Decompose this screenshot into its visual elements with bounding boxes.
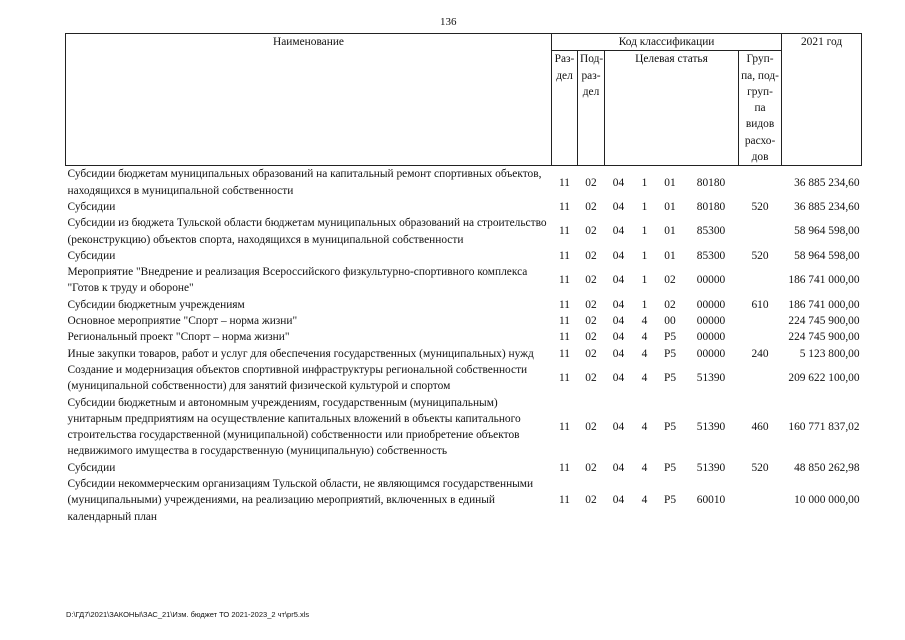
row-tsel-part4: 51390: [696, 420, 726, 433]
row-tsel-part3: 01: [664, 225, 676, 238]
row-tsel-part4: 80180: [696, 200, 726, 213]
row-tsel-part4: 85300: [696, 249, 726, 262]
row-tsel-part4: 51390: [696, 372, 726, 385]
row-podrazdel: 02: [585, 494, 597, 507]
row-tsel-part1: 04: [612, 298, 625, 311]
row-tsel-part3: 00: [664, 315, 676, 328]
row-name: Основное мероприятие "Спорт – норма жизни": [67, 315, 298, 328]
row-amount: 224 745 900,00: [788, 315, 860, 328]
row-tsel-part1: 04: [612, 274, 625, 287]
row-amount: 58 964 598,00: [794, 249, 860, 262]
header-tselevaya: Целевая статья: [605, 51, 739, 166]
row-name: Субсидии бюджетным и автономным учреждениям, государственным (муниципальным) унитарным предприятиям на осуществление капитальных вложений в объекты капитального строительства государственной (муниципальной) собственности или приобретение объектов недвижимого имущества в государственную (муниципальную) собственность: [67, 396, 521, 458]
row-amount: 36 885 234,60: [794, 176, 860, 189]
row-razdel: 11: [559, 372, 570, 385]
row-razdel: 11: [559, 274, 570, 287]
row-tsel-part3: 02: [664, 298, 676, 311]
row-amount: 224 745 900,00: [788, 331, 860, 344]
budget-table: [65, 33, 862, 525]
row-amount: 58 964 598,00: [794, 225, 860, 238]
row-tsel-part3: P5: [663, 420, 677, 433]
row-tsel-part1: 04: [612, 200, 625, 213]
row-tsel-part1: 04: [612, 372, 625, 385]
row-razdel: 11: [559, 315, 570, 328]
row-amount: 209 622 100,00: [788, 372, 860, 385]
row-tsel-part4: 00000: [696, 315, 726, 328]
row-podrazdel: 02: [585, 200, 597, 213]
row-tsel-part1: 04: [612, 331, 625, 344]
row-razdel: 11: [559, 331, 570, 344]
table-row: [66, 460, 862, 476]
row-tsel-part1: 04: [612, 461, 625, 474]
row-podrazdel: 02: [585, 274, 597, 287]
row-amount: 160 771 837,02: [788, 420, 860, 433]
row-podrazdel: 02: [585, 249, 597, 262]
row-grupa: [739, 476, 782, 525]
table-row: [66, 215, 862, 248]
row-name: Создание и модернизация объектов спортивной инфраструктуры региональной собственности (муниципальной собственности) для занятий физической культурой и спортом: [67, 363, 528, 393]
table-row: [66, 297, 862, 313]
row-tsel-part4: 00000: [696, 331, 726, 344]
row-razdel: 11: [559, 225, 570, 238]
row-name: Субсидии: [67, 200, 116, 213]
row-name: Региональный проект "Спорт – норма жизни": [67, 331, 290, 344]
row-tsel-part1: 04: [612, 249, 625, 262]
row-razdel: 11: [559, 200, 570, 213]
row-grupa: 520: [751, 200, 769, 213]
row-razdel: 11: [559, 176, 570, 189]
row-tsel-part4: 60010: [696, 494, 726, 507]
file-path-footer: D:\ГД7\2021\ЗАКОНЫ\ЗАС_21\Изм. бюджет ТО 2021-2023_2 чт\pr5.xls: [66, 610, 310, 619]
row-tsel-part2: 1: [641, 298, 648, 311]
row-grupa: 460: [751, 420, 769, 433]
row-podrazdel: 02: [585, 461, 597, 474]
row-name: Субсидии из бюджета Тульской области бюджетам муниципальных образований на строительство (реконструкцию) объектов спорта, находящихся в муниципальной собственности: [67, 217, 547, 246]
row-amount: 186 741 000,00: [788, 298, 860, 311]
table-row: [66, 346, 862, 362]
row-tsel-part3: P5: [663, 461, 677, 474]
page-number: 136: [440, 16, 457, 28]
row-tsel-part3: 01: [664, 200, 676, 213]
row-tsel-part1: 04: [612, 347, 625, 360]
row-name: Субсидии: [67, 249, 116, 262]
row-podrazdel: 02: [585, 347, 597, 360]
row-tsel-part4: 80180: [696, 176, 726, 189]
row-grupa: [739, 329, 782, 345]
row-tsel-part3: P5: [663, 331, 677, 344]
row-tsel-part2: 4: [641, 347, 648, 360]
table-row: [66, 166, 862, 199]
row-tsel-part1: 04: [612, 225, 625, 238]
row-name: Субсидии бюджетам муниципальных образований на капитальный ремонт спортивных объектов, находящихся в муниципальной собственности: [67, 168, 542, 197]
row-podrazdel: 02: [585, 315, 597, 328]
row-tsel-part2: 1: [641, 225, 648, 238]
row-razdel: 11: [559, 347, 570, 360]
row-amount: 48 850 262,98: [794, 461, 860, 474]
row-razdel: 11: [559, 298, 570, 311]
row-name: Субсидии бюджетным учреждениям: [67, 298, 245, 311]
header-name: Наименование: [66, 34, 552, 166]
row-tsel-part4: 51390: [696, 461, 726, 474]
row-tsel-part3: P5: [663, 347, 677, 360]
table-row: [66, 329, 862, 345]
header-grupa: Груп- па, под- груп- па видов расхо- дов: [739, 51, 782, 166]
row-tsel-part1: 04: [612, 420, 625, 433]
row-grupa: [739, 264, 782, 297]
row-tsel-part3: 01: [664, 249, 676, 262]
row-tsel-part2: 4: [641, 372, 648, 385]
header-code: Код классификации: [552, 34, 782, 51]
row-tsel-part4: 85300: [696, 225, 726, 238]
row-tsel-part3: 02: [664, 274, 676, 287]
table-body: [66, 166, 862, 525]
row-razdel: 11: [559, 420, 570, 433]
header-razdel: Раз- дел: [552, 51, 578, 166]
row-name: Субсидии: [67, 461, 116, 474]
row-tsel-part4: 00000: [696, 347, 726, 360]
row-amount: 186 741 000,00: [788, 274, 860, 287]
row-tsel-part4: 00000: [696, 274, 726, 287]
table-row: [66, 395, 862, 460]
row-tsel-part3: P5: [663, 494, 677, 507]
row-name: Мероприятие "Внедрение и реализация Всероссийского физкультурно-спортивного комплекса "Готов к труду и обороне": [67, 266, 528, 295]
row-podrazdel: 02: [585, 420, 597, 433]
row-grupa: [739, 362, 782, 395]
header-podrazdel: Под- раз- дел: [578, 51, 605, 166]
row-name: Иные закупки товаров, работ и услуг для обеспечения государственных (муниципальных) нужд: [67, 347, 534, 360]
row-tsel-part2: 4: [641, 331, 648, 344]
row-grupa: 240: [751, 347, 769, 360]
row-tsel-part2: 4: [641, 420, 648, 433]
row-amount: 10 000 000,00: [794, 494, 860, 507]
row-name: Субсидии некоммерческим организациям Тульской области, не являющимся государственными (муниципальными) учреждениями, на реализацию мероприятий, включенных в единый календарный план: [67, 478, 534, 523]
row-tsel-part2: 1: [641, 176, 648, 189]
row-grupa: [739, 313, 782, 329]
table-row: [66, 362, 862, 395]
table-row: [66, 248, 862, 264]
table-row: [66, 313, 862, 329]
row-grupa: 520: [751, 249, 769, 262]
row-podrazdel: 02: [585, 225, 597, 238]
row-podrazdel: 02: [585, 298, 597, 311]
row-tsel-part2: 1: [641, 249, 648, 262]
row-razdel: 11: [559, 461, 570, 474]
row-podrazdel: 02: [585, 331, 597, 344]
row-razdel: 11: [559, 494, 570, 507]
row-podrazdel: 02: [585, 176, 597, 189]
row-tsel-part2: 4: [641, 461, 648, 474]
row-tsel-part2: 4: [641, 494, 648, 507]
row-grupa: [739, 166, 782, 199]
row-tsel-part3: 01: [664, 176, 676, 189]
row-grupa: 520: [751, 461, 769, 474]
row-grupa: [739, 215, 782, 248]
row-amount: 5 123 800,00: [799, 347, 860, 360]
row-tsel-part1: 04: [612, 315, 625, 328]
table-row: [66, 264, 862, 297]
table-row: [66, 476, 862, 525]
row-tsel-part1: 04: [612, 494, 625, 507]
row-podrazdel: 02: [585, 372, 597, 385]
row-amount: 36 885 234,60: [794, 200, 860, 213]
row-tsel-part2: 1: [641, 200, 648, 213]
row-grupa: 610: [751, 298, 769, 311]
row-tsel-part4: 00000: [696, 298, 726, 311]
table-row: [66, 199, 862, 215]
row-razdel: 11: [559, 249, 570, 262]
row-tsel-part3: P5: [663, 372, 677, 385]
row-tsel-part1: 04: [612, 176, 625, 189]
row-tsel-part2: 4: [641, 315, 648, 328]
header-year: 2021 год: [782, 34, 862, 166]
row-tsel-part2: 1: [641, 274, 648, 287]
